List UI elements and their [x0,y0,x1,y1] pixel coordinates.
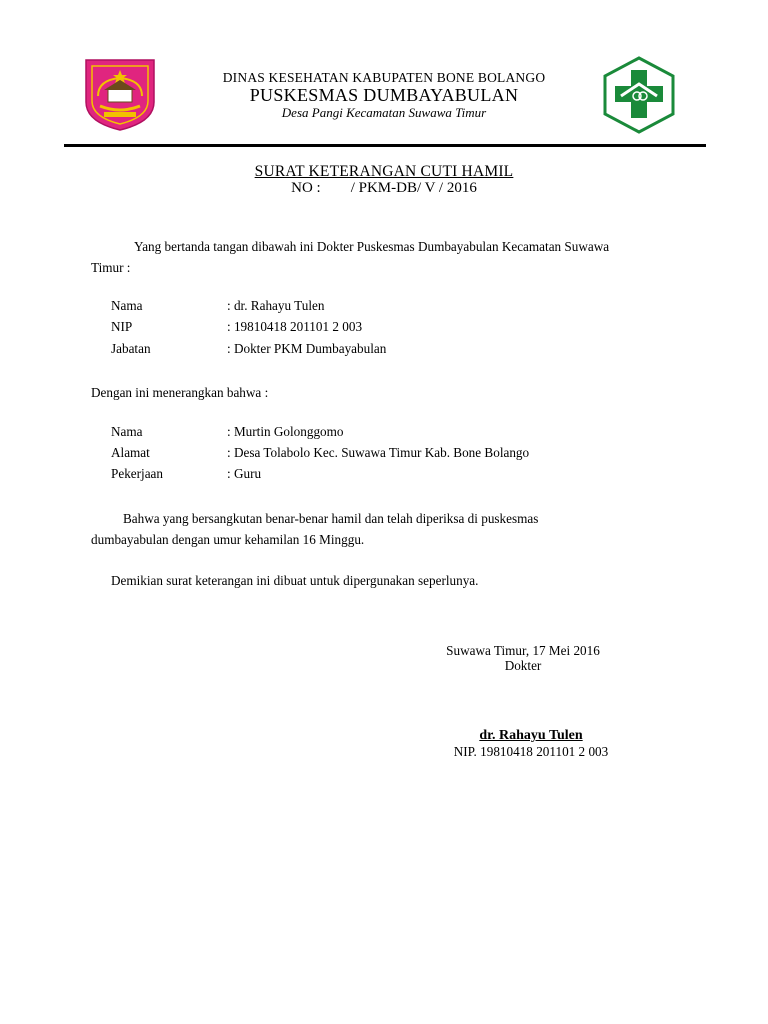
clinic-address: Desa Pangi Kecamatan Suwawa Timur [281,105,487,120]
signer-position-label: Jabatan [111,341,151,356]
body-text-line2: dumbayabulan dengan umur kehamilan 16 Minggu. [91,532,365,547]
subject-name-value: : Murtin Golonggomo [227,424,344,439]
intro-text-line2: Timur : [91,260,131,275]
letter-number: NO : / PKM-DB/ V / 2016 [291,180,477,196]
subject-occupation-value: : Guru [227,466,262,481]
clinic-name: PUSKESMAS DUMBAYABULAN [249,85,519,105]
subject-occupation-label: Pekerjaan [111,466,163,481]
closing-text: Demikian surat keterangan ini dibuat untuk dipergunakan seperlunya. [111,573,479,588]
signer-name-value: : dr. Rahayu Tulen [227,298,325,313]
subject-address-value: : Desa Tolabolo Kec. Suwawa Timur Kab. Bone Bolango [227,445,530,460]
agency-name: DINAS KESEHATAN KABUPATEN BONE BOLANGO [222,70,546,85]
place-date: Suwawa Timur, 17 Mei 2016 [446,643,600,658]
signer-name: dr. Rahayu Tulen [479,728,583,743]
intro-text-line1: Yang bertanda tangan dibawah ini Dokter Puskesmas Dumbayabulan Kecamatan Suwawa [134,239,610,254]
letter-title: SURAT KETERANGAN CUTI HAMIL [254,163,514,180]
signer-name-label: Nama [111,298,143,313]
signer-nip-value: : 19810418 201101 2 003 [227,319,363,334]
body-text-line1: Bahwa yang bersangkutan benar-benar hamil dan telah diperiksa di puskesmas [123,511,539,526]
header-divider [64,144,706,147]
signer-position: Dokter [504,658,542,673]
signer-nip-label: NIP [111,319,133,334]
subject-name-label: Nama [111,424,143,439]
signer-position-value: : Dokter PKM Dumbayabulan [227,341,387,356]
statement-text: Dengan ini menerangkan bahwa : [91,385,269,400]
subject-address-label: Alamat [111,445,150,460]
signer-nip: NIP. 19810418 201101 2 003 [453,744,609,759]
